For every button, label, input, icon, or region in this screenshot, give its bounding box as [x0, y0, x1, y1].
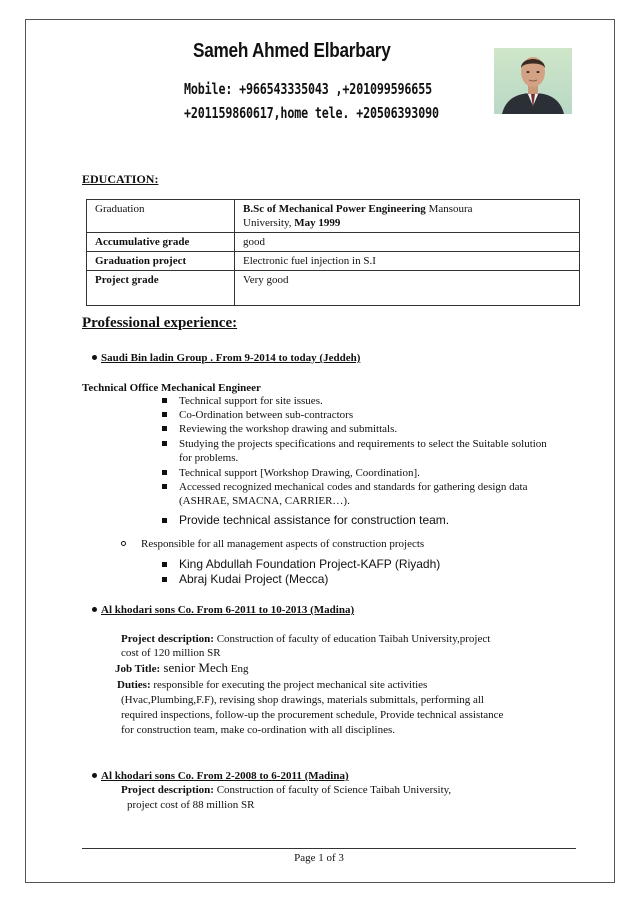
job-title-value: senior Mech: [160, 660, 229, 675]
table-cell-value: Electronic fuel injection in S.I: [235, 252, 580, 271]
circle-bullet-icon: [121, 541, 126, 546]
job2-duties: [117, 678, 427, 692]
portrait-photo: [494, 48, 572, 114]
duties-text-line: required inspections, follow-up the procurement schedule, Provide technical assistance: [121, 709, 504, 721]
job2-project-description: [121, 632, 490, 646]
table-row: [87, 271, 580, 306]
duties-label: Duties:: [117, 679, 151, 691]
job2-job-title: [115, 661, 249, 676]
project-item: Abraj Kudai Project (Mecca): [179, 572, 329, 586]
duties-text: responsible for executing the project mechanical site activities: [150, 679, 428, 691]
square-bullet-icon: [162, 398, 167, 403]
table-cell-label: Accumulative grade: [87, 233, 235, 252]
resume-name: Sameh Ahmed Elbarbary: [193, 40, 391, 62]
square-bullet-icon: [162, 441, 167, 446]
duty-item-cont: (ASHRAE, SMACNA, CARRIER…).: [179, 495, 350, 507]
footer-divider: [82, 848, 576, 849]
square-bullet-icon: [162, 518, 167, 523]
project-description-text: Construction of faculty of Science Taibah University,: [213, 784, 452, 796]
project-description-label: Project description:: [121, 784, 214, 796]
duties-text-line: (Hvac,Plumbing,F.F), revising shop drawings, materials submittals, performing all: [121, 694, 484, 706]
duty-item-cont: for problems.: [179, 452, 239, 464]
job-title-label: Job Title:: [115, 663, 161, 675]
table-row: [87, 233, 580, 252]
duty-item: Accessed recognized mechanical codes and standards for gathering design data: [179, 481, 528, 493]
job1-role: Technical Office Mechanical Engineer: [82, 382, 261, 394]
page-number: Page 1 of 3: [294, 852, 344, 864]
duty-item: Studying the projects specifications and requirements to select the Suitable solution: [179, 438, 547, 450]
page-border: [25, 19, 615, 883]
table-row: [87, 252, 580, 271]
table-row: [87, 200, 580, 233]
duty-item: Technical support [Workshop Drawing, Coordination].: [179, 467, 420, 479]
square-bullet-icon: [162, 426, 167, 431]
education-table: [86, 199, 580, 306]
project-item: King Abdullah Foundation Project-KAFP (Riyadh): [179, 557, 441, 571]
mobile-line: Mobile: +966543335043 ,+201099596655: [184, 80, 432, 98]
project-description-text: Construction of faculty of education Taibah University,project: [213, 633, 491, 645]
table-cell-value: [235, 200, 580, 233]
degree-university: Mansoura: [425, 203, 473, 215]
project-description-label: Project description:: [121, 633, 214, 645]
square-bullet-icon: [162, 484, 167, 489]
job-title-tail: Eng: [228, 663, 249, 675]
duty-item: Provide technical assistance for construction team.: [179, 513, 450, 527]
square-bullet-icon: [162, 412, 167, 417]
square-bullet-icon: [162, 562, 167, 567]
square-bullet-icon: [162, 577, 167, 582]
duty-item: Co-Ordination between sub-contractors: [179, 409, 354, 421]
table-cell-label: Graduation: [87, 200, 235, 233]
phone-line: +201159860617,home tele. +20506393090: [184, 104, 439, 122]
table-cell-label: Project grade: [87, 271, 235, 306]
job3-project-cost: project cost of 88 million SR: [127, 799, 255, 811]
degree-date: May 1999: [294, 217, 341, 229]
duty-item: Reviewing the workshop drawing and submittals.: [179, 423, 398, 435]
management-item: Responsible for all management aspects of construction projects: [141, 538, 425, 550]
experience-heading: Professional experience:: [82, 315, 238, 331]
job2-project-cost: cost of 120 million SR: [121, 647, 221, 659]
job2-title: Al khodari sons Co. From 6-2011 to 10-2013 (Madina): [101, 604, 355, 616]
bullet-icon: [92, 607, 97, 612]
degree-title: B.Sc of Mechanical Power Engineering: [243, 203, 426, 215]
square-bullet-icon: [162, 470, 167, 475]
job3-project-description: [121, 783, 451, 797]
job3-title: Al khodari sons Co. From 2-2008 to 6-2011 (Madina): [101, 770, 349, 782]
duty-item: Technical support for site issues.: [179, 395, 323, 407]
job1-title: Saudi Bin ladin Group . From 9-2014 to today (Jeddeh): [101, 352, 361, 364]
table-cell-value: good: [235, 233, 580, 252]
table-cell-label: Graduation project: [87, 252, 235, 271]
bullet-icon: [92, 773, 97, 778]
bullet-icon: [92, 355, 97, 360]
duties-text-line: for construction team, make co-ordination with all disciplines.: [121, 724, 396, 736]
degree-university-cont: University,: [243, 217, 295, 229]
education-heading: EDUCATION:: [82, 172, 159, 186]
table-cell-value: Very good: [235, 271, 580, 306]
